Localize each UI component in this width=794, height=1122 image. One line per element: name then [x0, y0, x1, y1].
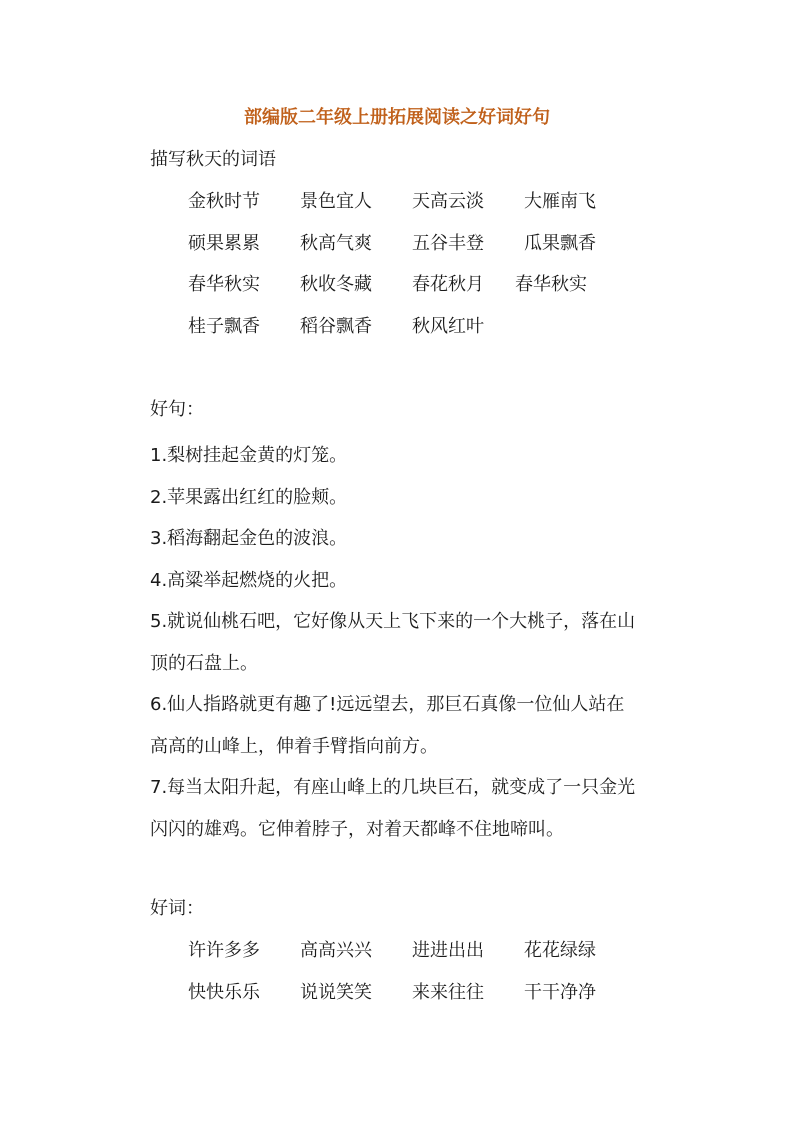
word-item: 说说笑笑 — [300, 981, 372, 1003]
sentence-line: 高高的山峰上，伸着手臂指向前方。 — [150, 735, 438, 757]
word-item: 快快乐乐 — [188, 981, 260, 1003]
word-item: 秋风红叶 — [412, 315, 484, 337]
word-item: 春华秋实 — [188, 274, 260, 295]
word-item: 许许多多 — [188, 940, 260, 961]
word-row — [188, 188, 648, 230]
word-item: 大雁南飞 — [524, 191, 596, 212]
word-item: 来来往往 — [412, 981, 484, 1003]
word-item: 进进出出 — [412, 940, 484, 961]
word-item: 瓜果飘香 — [524, 232, 596, 254]
word-item: 春华秋实 — [515, 274, 587, 295]
sentence-line: 3.稻海翻起金色的波浪。 — [150, 528, 348, 549]
word-item: 秋收冬藏 — [300, 274, 372, 295]
word-row — [188, 271, 648, 313]
word-item: 天高云淡 — [412, 191, 484, 212]
good-sentences-heading: 好句： — [150, 399, 204, 420]
word-row — [188, 937, 648, 979]
word-item: 干干净净 — [524, 981, 596, 1003]
sentence-line: 2.苹果露出红红的脸颊。 — [150, 486, 348, 508]
good-words-grid — [188, 937, 648, 1020]
word-item: 高高兴兴 — [300, 940, 372, 961]
sentence-line: 5.就说仙桃石吧，它好像从天上飞下来的一个大桃子，落在山 — [150, 611, 636, 632]
page-title: 部编版二年级上册拓展阅读之好词好句 — [244, 107, 550, 128]
autumn-words-grid — [188, 188, 648, 354]
word-row — [188, 979, 648, 1021]
word-item: 花花绿绿 — [524, 940, 596, 961]
sentence-line: 1.梨树挂起金黄的灯笼。 — [150, 445, 348, 466]
sentence-line: 闪闪的雄鸡。它伸着脖子，对着天都峰不住地啼叫。 — [150, 818, 564, 840]
sentence-line: 6.仙人指路就更有趣了!远远望去，那巨石真像一位仙人站在 — [150, 694, 625, 715]
autumn-words-heading: 描写秋天的词语 — [150, 149, 276, 170]
word-item: 五谷丰登 — [412, 232, 484, 254]
sentence-line: 顶的石盘上。 — [150, 652, 258, 674]
word-item: 春花秋月 — [412, 274, 484, 295]
word-row — [188, 313, 648, 355]
word-row — [188, 230, 648, 272]
word-item: 桂子飘香 — [188, 315, 260, 337]
word-item: 景色宜人 — [300, 191, 372, 212]
good-words-heading: 好词： — [150, 898, 204, 919]
good-sentences-list — [150, 435, 650, 850]
word-item: 硕果累累 — [188, 232, 260, 254]
sentence-line: 7.每当太阳升起，有座山峰上的几块巨石，就变成了一只金光 — [150, 777, 636, 798]
word-item: 秋高气爽 — [300, 232, 372, 254]
word-item: 稻谷飘香 — [300, 315, 372, 337]
word-item: 金秋时节 — [188, 191, 260, 212]
sentence-line: 4.高粱举起燃烧的火把。 — [150, 569, 348, 591]
